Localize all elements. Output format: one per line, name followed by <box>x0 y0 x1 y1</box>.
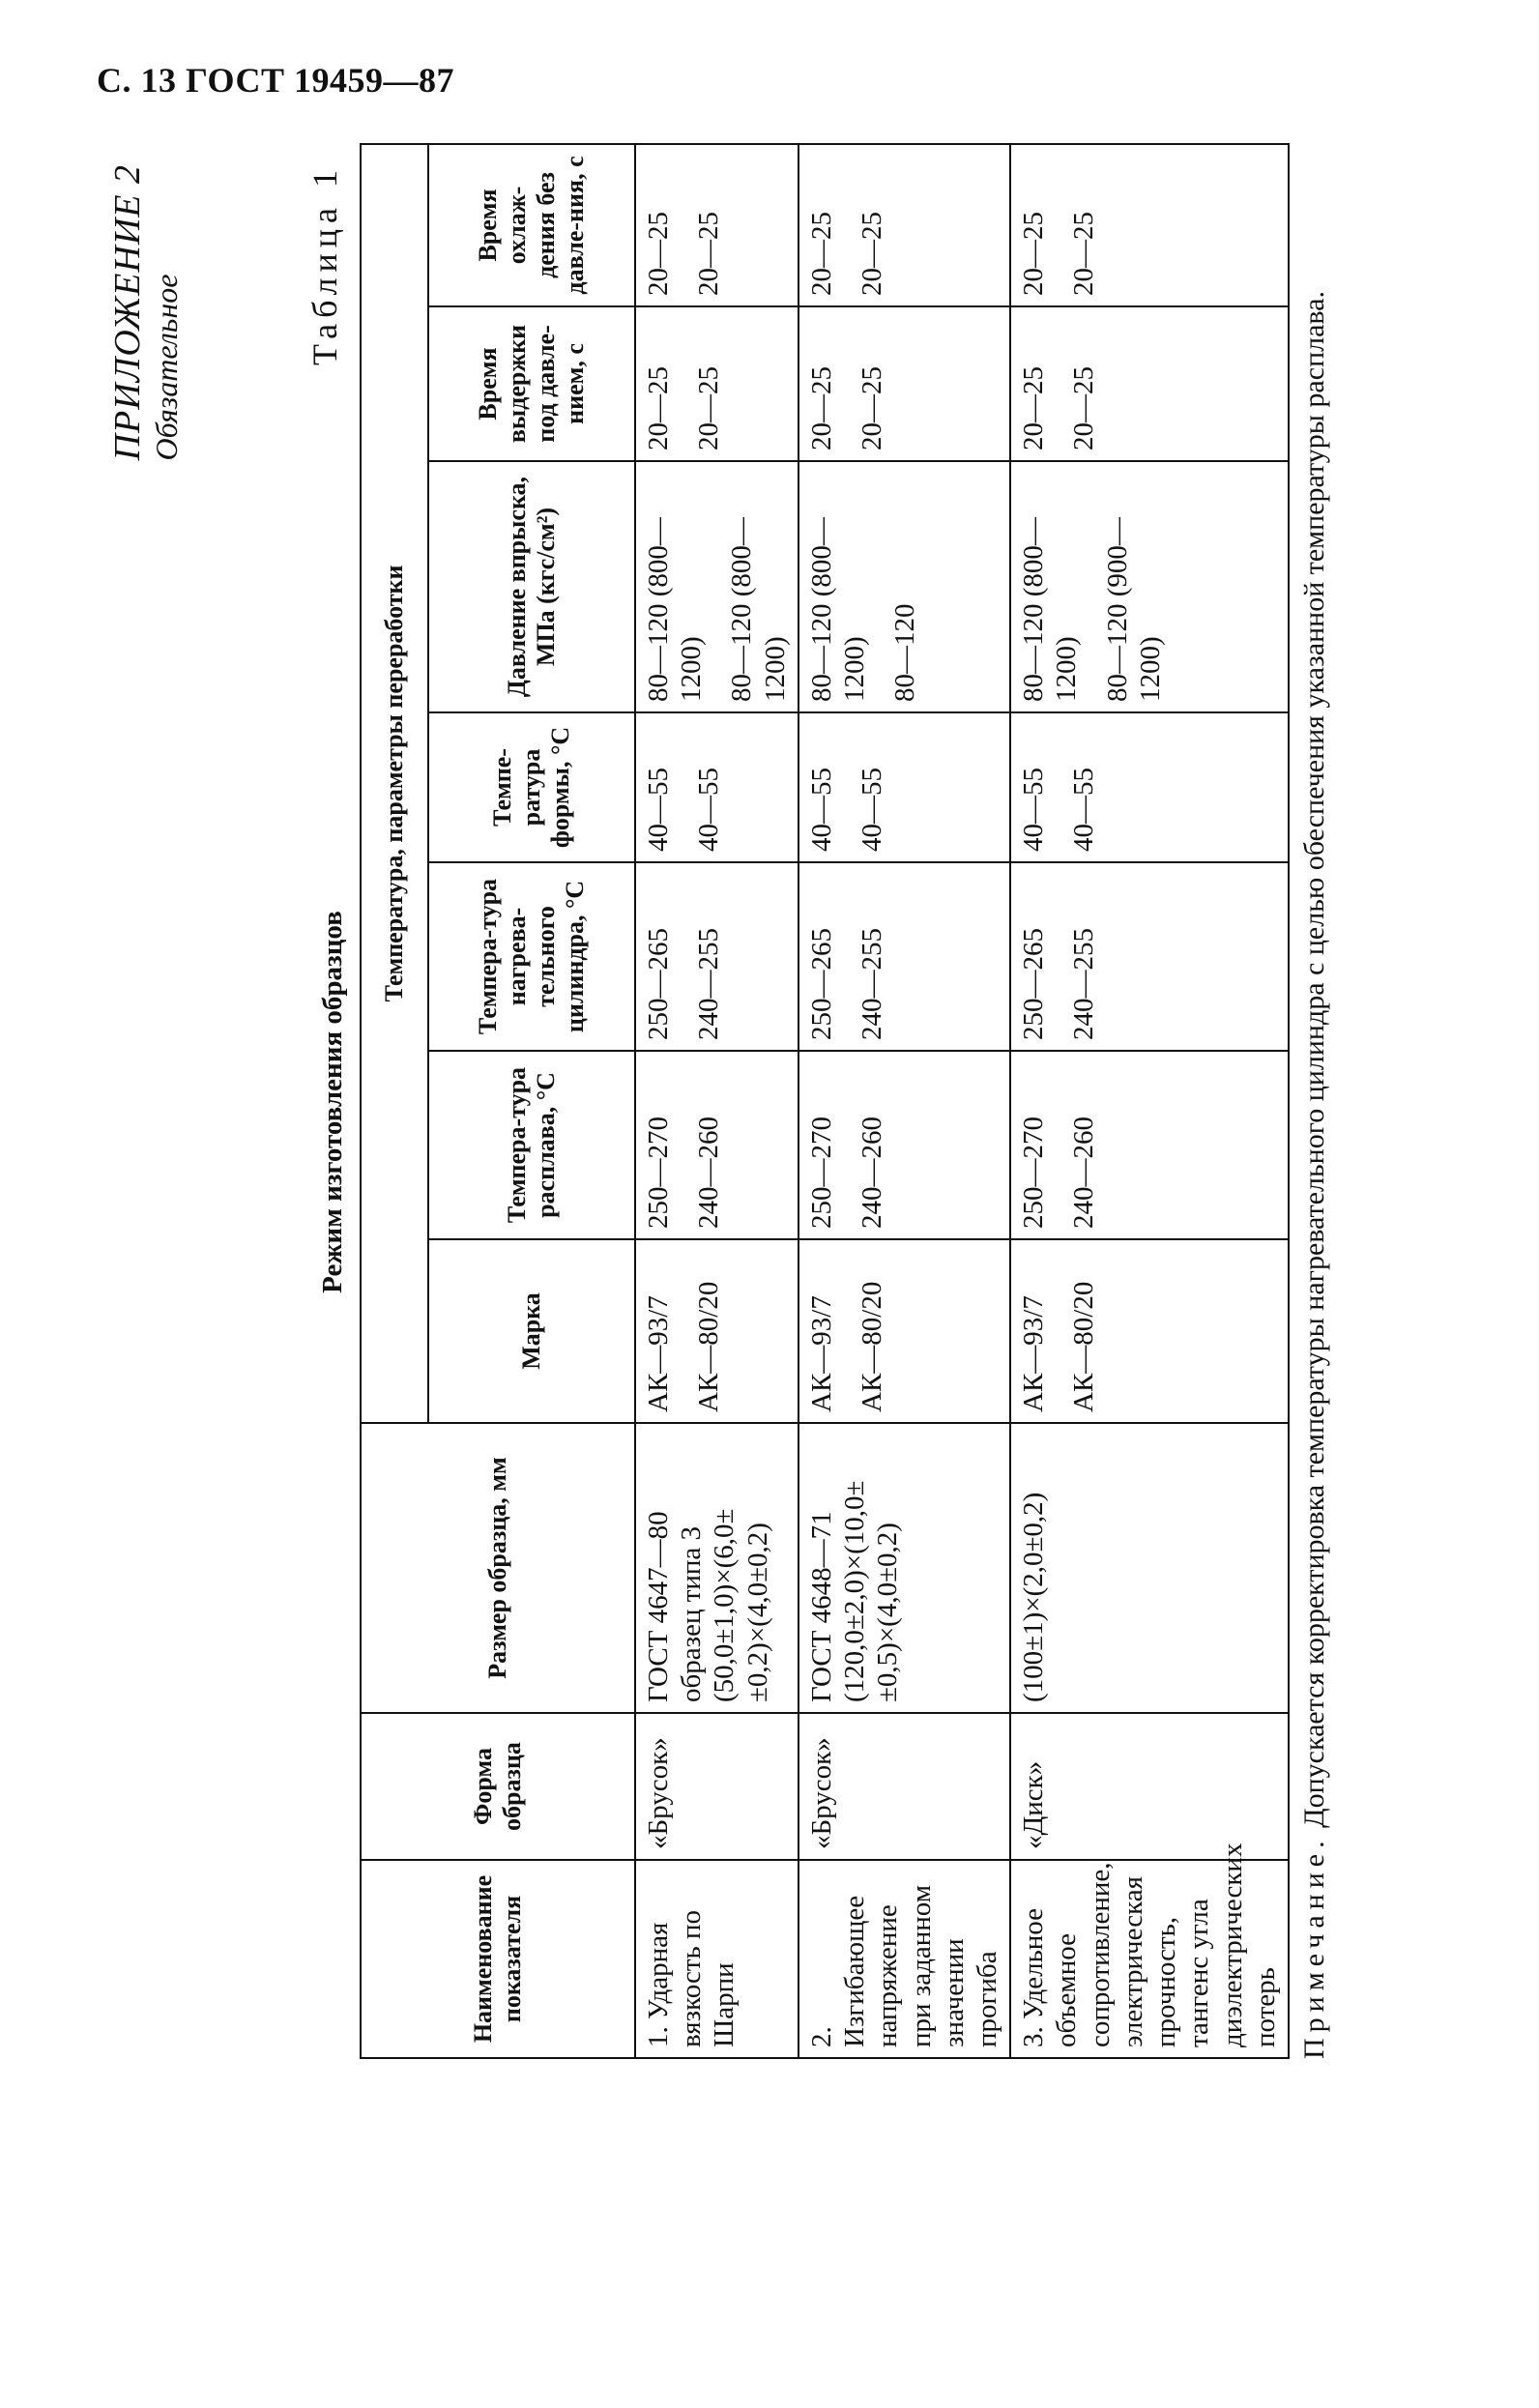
melt-value: 250—270 <box>1018 1117 1050 1229</box>
hold-value: 20—25 <box>1018 366 1050 450</box>
cell-indicator: 2. Изгибающее напряжение при заданном значении прогиба <box>799 1860 1010 2058</box>
cell-size: (100±1)×(2,0±0,2) <box>1010 1423 1289 1713</box>
note-text: Допускается корректировка температуры нагревательного цилиндра с целью обеспечения указанной температуры расплава. <box>1298 291 1330 1828</box>
cell-cylinder-temp <box>1010 862 1289 1051</box>
cell-cylinder-temp <box>635 862 799 1051</box>
table-caption: Режим изготовления образцов <box>317 911 348 1293</box>
cell-cylinder-temp <box>799 862 1010 1051</box>
header-injection-pressure: Давление впрыска, МПа (кгс/см²) <box>428 461 635 712</box>
melt-value: 240—260 <box>857 1117 888 1229</box>
cell-cooling-time <box>1010 144 1289 306</box>
cylinder-value: 240—255 <box>1068 928 1100 1040</box>
cell-cooling-time <box>635 144 799 306</box>
cool-value: 20—25 <box>693 212 725 296</box>
cell-mold-temp <box>1010 712 1289 862</box>
pressure-value: 80—120 (800—1200) <box>726 517 791 702</box>
pressure-value: 80—120 <box>889 603 921 702</box>
cell-mold-temp <box>635 712 799 862</box>
header-shape: Форма образца <box>361 1713 635 1860</box>
cell-grade <box>799 1239 1010 1423</box>
cell-shape: «Диск» <box>1010 1713 1289 1860</box>
grade-value: АК—93/7 <box>1018 1295 1050 1412</box>
cell-mold-temp <box>799 712 1010 862</box>
cell-grade <box>1010 1239 1289 1423</box>
mold-value: 40—55 <box>693 768 725 852</box>
cell-injection-pressure <box>1010 461 1289 712</box>
cell-grade <box>635 1239 799 1423</box>
cell-size: ГОСТ 4648—71 (120,0±2,0)×(10,0±±0,5)×(4,0±0,2) <box>799 1423 1010 1713</box>
grade-value: АК—93/7 <box>643 1295 674 1412</box>
table-row <box>799 144 1010 2058</box>
cell-hold-time <box>1010 306 1289 461</box>
table-row <box>1010 144 1289 2058</box>
cell-injection-pressure <box>799 461 1010 712</box>
cylinder-value: 240—255 <box>857 928 888 1040</box>
cell-shape: «Брусок» <box>799 1713 1010 1860</box>
cylinder-value: 240—255 <box>693 928 725 1040</box>
melt-value: 250—270 <box>805 1117 837 1229</box>
melt-value: 240—260 <box>693 1117 725 1229</box>
cell-size: ГОСТ 4647—80 образец типа 3 (50,0±1,0)×(6,0±±0,2)×(4,0±0,2) <box>635 1423 799 1713</box>
cell-shape: «Брусок» <box>635 1713 799 1860</box>
melt-value: 250—270 <box>643 1117 674 1229</box>
hold-value: 20—25 <box>805 366 837 450</box>
grade-value: АК—80/20 <box>857 1281 888 1412</box>
cell-hold-time <box>635 306 799 461</box>
melt-value: 240—260 <box>1068 1117 1100 1229</box>
cool-value: 20—25 <box>805 212 837 296</box>
header-size: Размер образца, мм <box>361 1423 635 1713</box>
cell-melt-temp <box>635 1051 799 1239</box>
mold-value: 40—55 <box>857 768 888 852</box>
mold-value: 40—55 <box>643 768 674 852</box>
cell-melt-temp <box>799 1051 1010 1239</box>
hold-value: 20—25 <box>643 366 674 450</box>
mold-value: 40—55 <box>1068 768 1100 852</box>
header-group: Температура, параметры переработки <box>361 144 428 1423</box>
hold-value: 20—25 <box>857 366 888 450</box>
cool-value: 20—25 <box>643 212 674 296</box>
pressure-value: 80—120 (900—1200) <box>1101 517 1166 702</box>
cell-melt-temp <box>1010 1051 1289 1239</box>
header-indicator: Наименование показателя <box>361 1860 635 2058</box>
specimen-mode-table <box>360 143 1290 2059</box>
header-hold-time: Время выдержки под давле-нием, с <box>428 306 635 461</box>
hold-value: 20—25 <box>693 366 725 450</box>
cylinder-value: 250—265 <box>1018 928 1050 1040</box>
table-note <box>1295 145 1335 2059</box>
grade-value: АК—80/20 <box>693 1281 725 1412</box>
table-row <box>635 144 799 2058</box>
header-mold-temp: Темпе-ратура формы, °С <box>428 712 635 862</box>
appendix-subtitle: Обязательное <box>149 274 184 461</box>
appendix-title: ПРИЛОЖЕНИЕ 2 <box>107 164 148 461</box>
grade-value: АК—80/20 <box>1068 1281 1100 1412</box>
header-grade: Марка <box>428 1239 635 1423</box>
header-cylinder-temp: Темпера-тура нагрева-тельного цилиндра, °С <box>428 862 635 1051</box>
cylinder-value: 250—265 <box>805 928 837 1040</box>
cell-cooling-time <box>799 144 1010 306</box>
page-header: С. 13 ГОСТ 19459—87 <box>97 61 454 100</box>
cool-value: 20—25 <box>857 212 888 296</box>
pressure-value: 80—120 (800—1200) <box>643 517 708 702</box>
table-label: Таблица 1 <box>305 164 344 365</box>
cool-value: 20—25 <box>1018 212 1050 296</box>
header-cooling-time: Время охлаж-дения без давле-ния, с <box>428 144 635 306</box>
mold-value: 40—55 <box>805 768 837 852</box>
cylinder-value: 250—265 <box>643 928 674 1040</box>
header-melt-temp: Темпера-тура расплава, °С <box>428 1051 635 1239</box>
pressure-value: 80—120 (800—1200) <box>1018 517 1083 702</box>
pressure-value: 80—120 (800—1200) <box>805 517 871 702</box>
cell-hold-time <box>799 306 1010 461</box>
grade-value: АК—93/7 <box>805 1295 837 1412</box>
cool-value: 20—25 <box>1068 212 1100 296</box>
mold-value: 40—55 <box>1018 768 1050 852</box>
rotated-table-section <box>106 145 1421 2059</box>
cell-indicator: 1. Ударная вязкость по Шарпи <box>635 1860 799 2058</box>
note-label: Примечание. <box>1298 1835 1330 2059</box>
cell-injection-pressure <box>635 461 799 712</box>
appendix-heading <box>106 164 185 460</box>
cell-indicator: 3. Удельное объемное сопротивление, электрическая прочность, тангенс угла диэлектрических потерь <box>1010 1860 1289 2058</box>
hold-value: 20—25 <box>1068 366 1100 450</box>
